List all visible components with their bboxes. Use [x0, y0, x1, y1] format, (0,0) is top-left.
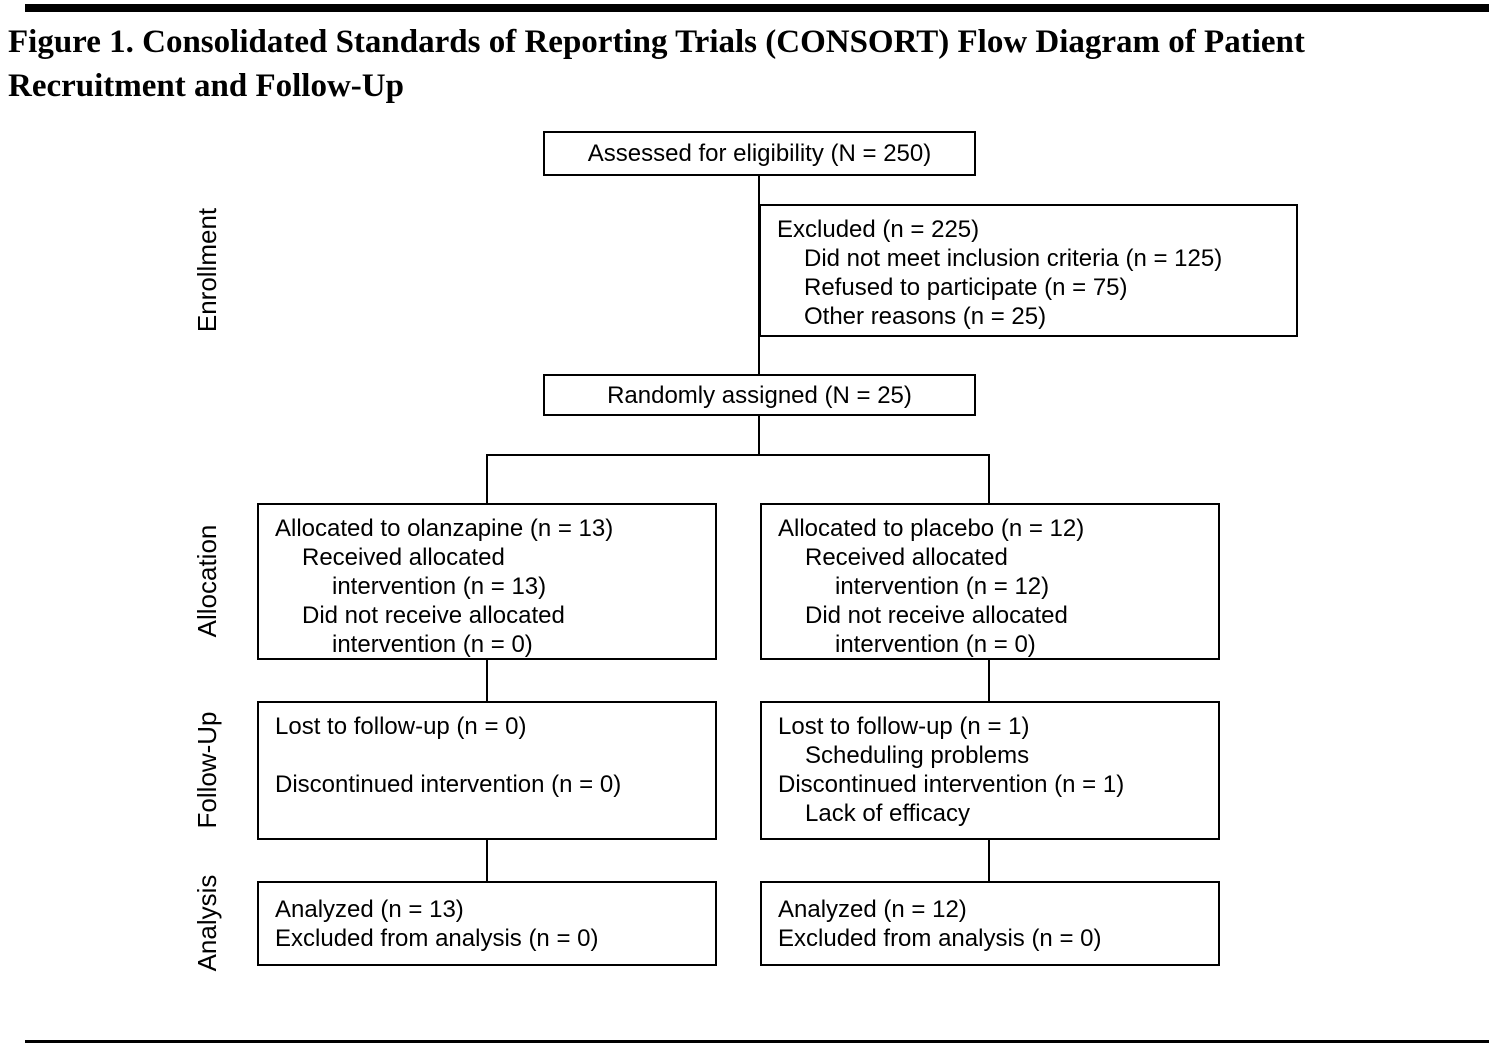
- allocation-placebo-line-1: Allocated to placebo (n = 12): [778, 515, 1085, 542]
- allocation-placebo-line-5: intervention (n = 0): [835, 631, 1036, 658]
- randomized-text: Randomly assigned (N = 25): [607, 381, 912, 409]
- bottom-rule: [25, 1040, 1489, 1043]
- allocation-placebo-line-4: Did not receive allocated: [805, 602, 1068, 629]
- allocation-olanzapine-line-2: Received allocated: [302, 544, 505, 571]
- allocation-olanzapine-line-4: Did not receive allocated: [302, 602, 565, 629]
- randomized-box: [543, 374, 976, 416]
- section-label-enrollment: Enrollment: [192, 207, 222, 333]
- analysis-placebo-line-2: Excluded from analysis (n = 0): [778, 925, 1102, 952]
- connector-split-to-allocation-right: [988, 454, 990, 504]
- excluded-line-3: Refused to participate (n = 75): [804, 274, 1128, 301]
- followup-placebo-box: [760, 701, 1220, 840]
- connector-split-to-allocation-left: [486, 454, 488, 504]
- assessed-eligibility-text: Assessed for eligibility (N = 250): [587, 140, 932, 167]
- followup-placebo-line-2: Scheduling problems: [805, 742, 1030, 769]
- connector-split-horizontal: [486, 454, 990, 456]
- followup-olanzapine-line-2: [275, 741, 703, 770]
- excluded-line-4: Other reasons (n = 25): [804, 303, 1047, 330]
- section-label-followup: Follow-Up: [192, 711, 222, 829]
- allocation-olanzapine-line-5: intervention (n = 0): [332, 631, 533, 658]
- excluded-line-1: Excluded (n = 225): [777, 216, 980, 243]
- connector-randomized-to-split: [758, 416, 760, 456]
- followup-placebo-line-1: Lost to follow-up (n = 1): [778, 713, 1030, 740]
- section-label-allocation: Allocation: [192, 524, 222, 638]
- allocation-olanzapine-box: [257, 503, 717, 660]
- connector-followup-to-analysis-right: [988, 839, 990, 883]
- allocation-olanzapine-line-3: intervention (n = 13): [332, 573, 547, 600]
- connector-allocation-to-followup-left: [486, 658, 488, 703]
- figure-title: [8, 20, 1488, 108]
- followup-olanzapine-box: [257, 701, 717, 840]
- analysis-placebo-box: [760, 881, 1220, 966]
- figure-title-line2: Recruitment and Follow-Up: [8, 68, 404, 104]
- followup-placebo-line-3: Discontinued intervention (n = 1): [778, 771, 1125, 798]
- analysis-placebo-line-1: Analyzed (n = 12): [778, 896, 967, 923]
- assessed-eligibility-box: [543, 131, 976, 176]
- connector-followup-to-analysis-left: [486, 839, 488, 883]
- allocation-olanzapine-line-1: Allocated to olanzapine (n = 13): [275, 515, 614, 542]
- followup-olanzapine-line-1: Lost to follow-up (n = 0): [275, 713, 527, 740]
- figure-title-line1: Figure 1. Consolidated Standards of Reporting Trials (CONSORT) Flow Diagram of Patient: [8, 24, 1305, 60]
- followup-olanzapine-line-3: Discontinued intervention (n = 0): [275, 771, 622, 798]
- excluded-box: [759, 204, 1298, 337]
- analysis-olanzapine-line-2: Excluded from analysis (n = 0): [275, 925, 599, 952]
- allocation-placebo-box: [760, 503, 1220, 660]
- connector-allocation-to-followup-right: [988, 658, 990, 703]
- section-label-analysis: Analysis: [192, 874, 222, 972]
- analysis-olanzapine-line-1: Analyzed (n = 13): [275, 896, 464, 923]
- analysis-olanzapine-box: [257, 881, 717, 966]
- excluded-line-2: Did not meet inclusion criteria (n = 125): [804, 245, 1223, 272]
- top-rule: [25, 4, 1489, 12]
- followup-placebo-line-4: Lack of efficacy: [805, 800, 970, 827]
- allocation-placebo-line-2: Received allocated: [805, 544, 1008, 571]
- allocation-placebo-line-3: intervention (n = 12): [835, 573, 1050, 600]
